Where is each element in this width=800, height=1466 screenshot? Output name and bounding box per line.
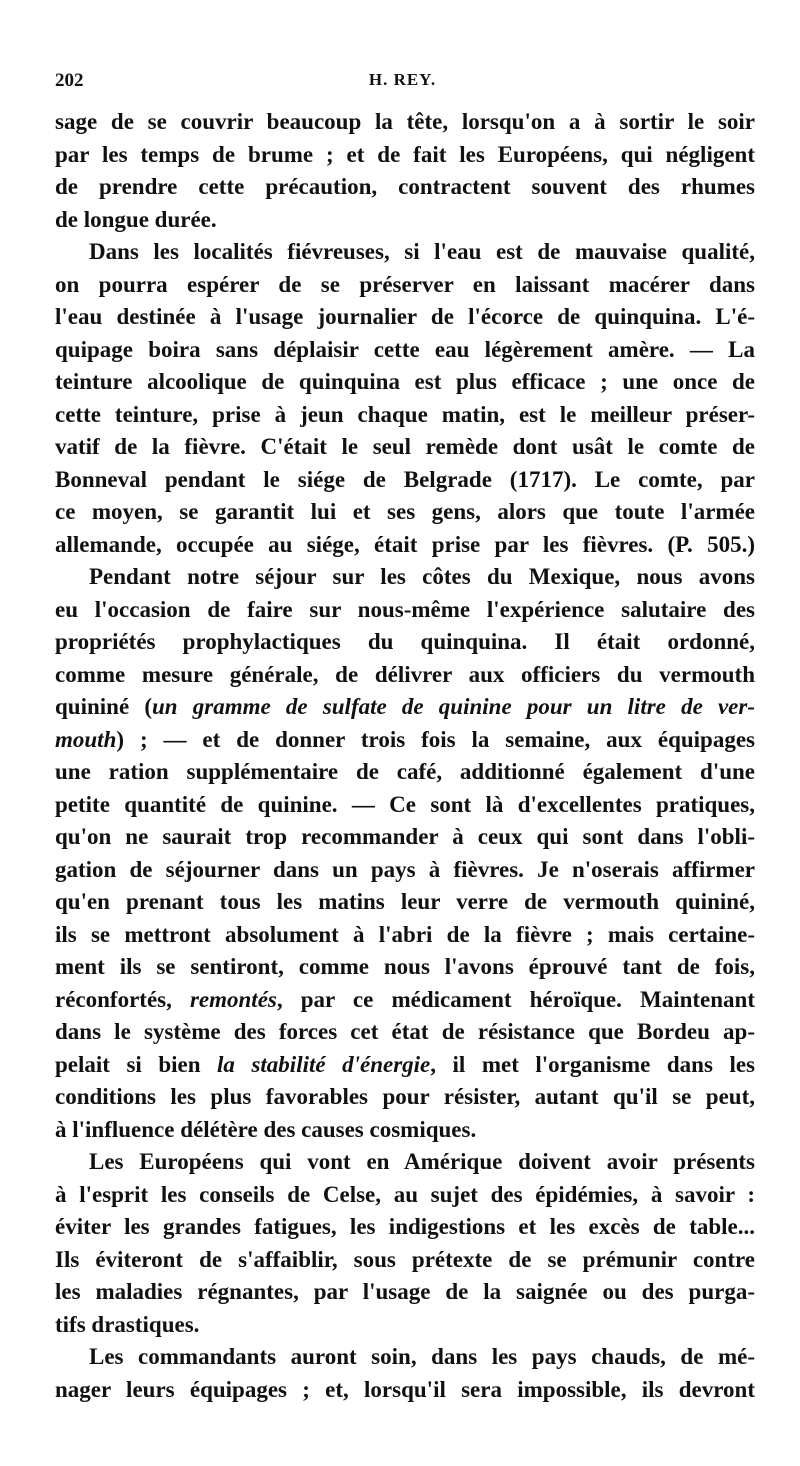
text-fragment: , par ce médicament héroïque. Maintenant	[276, 986, 755, 1012]
italic-fragment: un gramme de sulfate de quinine pour un litre de ver-	[152, 694, 755, 719]
page-number: 202	[55, 70, 84, 91]
text-fragment: quininé (	[55, 694, 153, 719]
text-line	[55, 1049, 755, 1082]
text-line: gation de séjourner dans un pays à fièvres. Je n'oserais affirmer	[55, 856, 755, 882]
text-line: à l'influence délétère des causes cosmiques.	[55, 1116, 477, 1142]
text-line: Dans les localités fiévreuses, si l'eau est de mauvaise qualité,	[89, 239, 755, 264]
text-fragment: pelait si bien	[55, 1051, 218, 1077]
text-line: cette teinture, prise à jeun chaque matin, est le meilleur préser-	[55, 401, 755, 427]
text-fragment: , il met l'organisme dans les	[430, 1051, 755, 1077]
text-line: quipage boira sans déplaisir cette eau légèrement amère. — La	[55, 336, 755, 362]
text-line: l'eau destinée à l'usage journalier de l'écorce de quinquina. L'é-	[55, 304, 755, 329]
text-line: propriétés prophylactiques du quinquina. Il était ordonné,	[55, 629, 755, 654]
italic-fragment: la stabilité d'énergie	[217, 1051, 431, 1077]
text-line: tifs drastiques.	[55, 1311, 200, 1337]
text-line: on pourra espérer de se préserver en laissant macérer dans	[55, 271, 755, 297]
text-line: de prendre cette précaution, contractent souvent des rhumes	[55, 174, 755, 199]
text-line: nager leurs équipages ; et, lorsqu'il sera impossible, ils devront	[55, 1376, 755, 1402]
text-line: qu'en prenant tous les matins leur verre de vermouth quininé,	[55, 889, 755, 914]
text-line: conditions les plus favorables pour résister, autant qu'il se peut,	[55, 1084, 755, 1109]
text-line	[55, 691, 755, 724]
text-fragment: ) ; — et de donner trois fois la semaine, aux équipages	[116, 726, 755, 752]
text-fragment: réconfortés,	[55, 986, 190, 1012]
text-line: ce moyen, se garantit lui et ses gens, alors que toute l'armée	[55, 499, 755, 524]
text-line: petite quantité de quinine. — Ce sont là d'excellentes pratiques,	[55, 791, 755, 817]
text-line: de longue durée.	[55, 206, 217, 232]
text-line	[55, 984, 755, 1017]
text-line: eu l'occasion de faire sur nous-même l'expérience salutaire des	[55, 596, 755, 622]
text-line: par les temps de brume ; et de fait les Européens, qui négligent	[55, 141, 755, 167]
text-line: qu'on ne saurait trop recommander à ceux qui sont dans l'obli-	[55, 824, 755, 849]
text-line: Les Européens qui vont en Amérique doivent avoir présents	[89, 1149, 755, 1174]
text-line: sage de se couvrir beaucoup la tête, lorsqu'on a à sortir le soir	[55, 109, 755, 134]
text-line: Bonneval pendant le siége de Belgrade (1717). Le comte, par	[55, 466, 755, 492]
italic-fragment: mouth	[55, 726, 117, 752]
text-line: allemande, occupée au siége, était prise par les fièvres. (P. 505.)	[55, 531, 755, 557]
text-line: Les commandants auront soin, dans les pays chauds, de mé-	[89, 1344, 755, 1369]
text-line: Ils éviteront de s'affaiblir, sous prétexte de se prémunir contre	[55, 1246, 755, 1272]
italic-fragment: remontés	[189, 986, 277, 1012]
text-line: les maladies régnantes, par l'usage de la saignée ou des purga-	[55, 1279, 755, 1304]
text-line: ils se mettront absolument à l'abri de la fièvre ; mais certaine-	[55, 921, 755, 947]
text-line: ment ils se sentiront, comme nous l'avons éprouvé tant de fois,	[55, 954, 755, 979]
body-text	[55, 106, 755, 1406]
text-line: comme mesure générale, de délivrer aux officiers du vermouth	[55, 661, 755, 687]
text-line: Pendant notre séjour sur les côtes du Mexique, nous avons	[89, 564, 755, 589]
text-line: à l'esprit les conseils de Celse, au sujet des épidémies, à savoir :	[55, 1181, 755, 1207]
text-line: dans le système des forces cet état de résistance que Bordeu ap-	[55, 1019, 755, 1044]
text-line: teinture alcoolique de quinquina est plus efficace ; une once de	[55, 369, 755, 394]
text-line: vatif de la fièvre. C'était le seul remède dont usât le comte de	[55, 434, 755, 459]
text-line: éviter les grandes fatigues, les indigestions et les excès de table...	[55, 1214, 755, 1239]
text-line	[55, 724, 755, 757]
text-line: une ration supplémentaire de café, additionné également d'une	[55, 759, 755, 784]
running-title: H. REY.	[368, 70, 437, 89]
running-head	[55, 70, 750, 96]
